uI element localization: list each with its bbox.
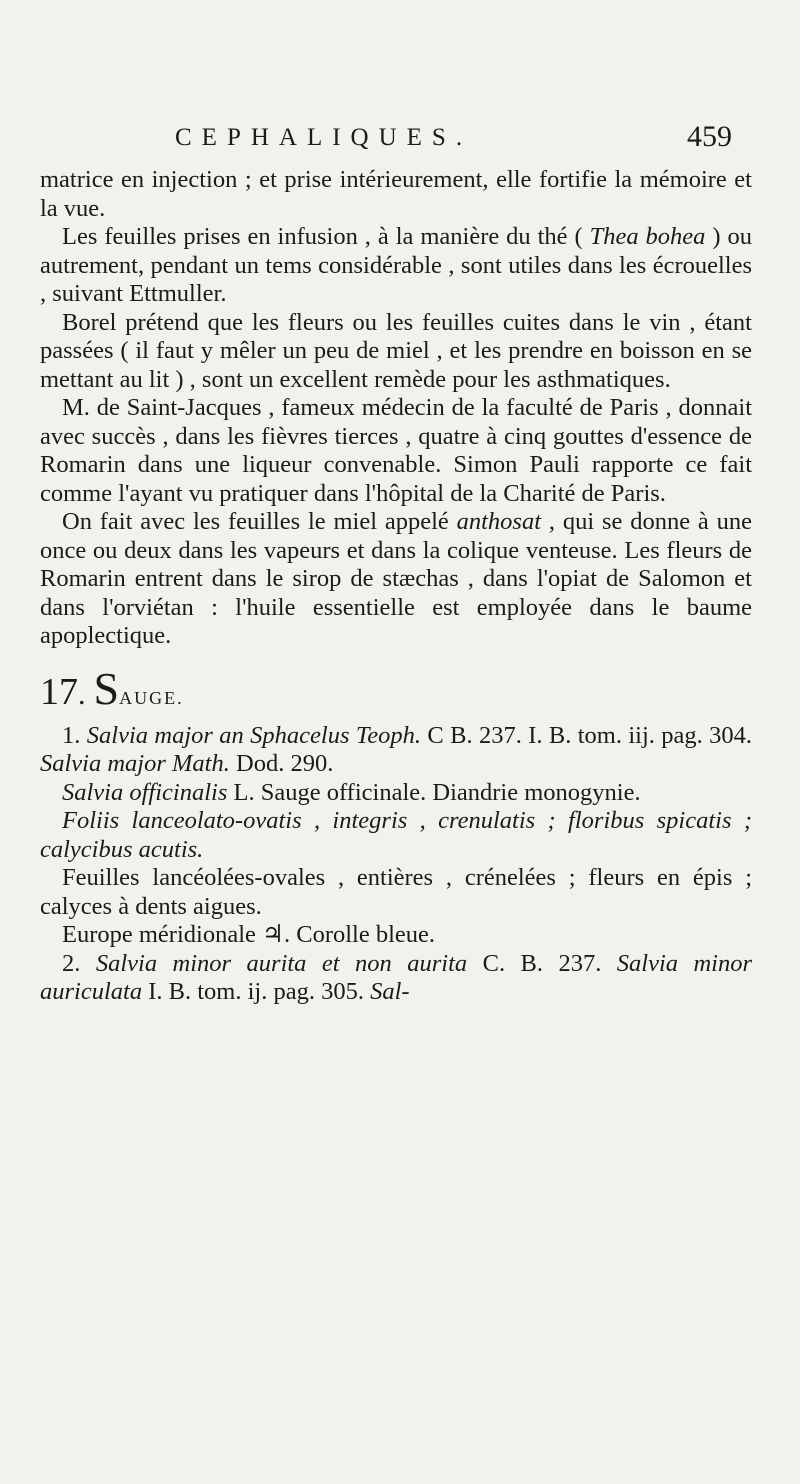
running-title: CEPHALIQUES.	[175, 124, 473, 151]
text-run: 2.	[62, 949, 96, 977]
section-number-dot: .	[78, 677, 86, 711]
italic-text: Salvia minor aurita et non aurita	[95, 949, 468, 977]
text-run: matrice en injection ; et prise intérieurement, elle fortifie la mémoire et la vue.	[40, 166, 752, 222]
italic-text: Salvia major Math.	[40, 750, 230, 777]
page-header	[40, 120, 760, 160]
text-run: 1.	[62, 721, 87, 749]
body-text	[40, 166, 752, 1007]
italic-text: Thea bohea	[589, 223, 706, 250]
text-run: I. B. tom. ij. pag. 305.	[142, 978, 371, 1005]
page-number: 459	[687, 120, 732, 153]
paragraph	[40, 166, 752, 223]
paragraph	[40, 394, 752, 508]
section-title-rest: AUGE.	[119, 687, 184, 708]
text-run: Europe méridionale ♃. Corolle bleue.	[62, 921, 436, 948]
text-run: On fait avec les feuilles le miel appelé	[62, 508, 457, 535]
italic-text: Salvia officinalis	[62, 778, 228, 806]
paragraph	[40, 508, 752, 651]
text-run: Borel prétend que les fleurs ou les feuilles cuites dans le vin , étant passées ( il faut y mêler un peu de miel , et les prendre en boisson en se mettant au lit ) , sont un excellent remède pour les asthmatiques.	[40, 308, 752, 393]
text-run: Les feuilles prises en infusion , à la manière du thé (	[62, 223, 590, 250]
section-title-initial: S	[93, 662, 120, 714]
paragraph	[40, 950, 752, 1007]
text-run: C B. 237. I. B. tom. iij. pag. 304.	[421, 721, 753, 749]
paragraph	[40, 864, 752, 921]
text-run: L. Sauge officinale. Diandrie monogynie.	[227, 778, 641, 806]
text-run: ) ou autrement, pendant un tems considérable , sont utiles dans les écrouelles , suivant Ettmuller.	[40, 223, 752, 307]
paragraph	[40, 223, 752, 309]
paragraph	[40, 807, 752, 864]
italic-text: Foliis lanceolato-ovatis , integris , crenulatis ; floribus spicatis ; calycibus acutis.	[40, 807, 752, 863]
italic-text: Salvia major an Sphacelus Teoph.	[86, 721, 422, 749]
paragraph	[40, 921, 752, 950]
italic-text: anthosat	[456, 508, 542, 535]
paragraph	[40, 779, 752, 808]
section-number: 17	[40, 670, 78, 713]
italic-text: Sal-	[370, 978, 410, 1005]
paragraph	[40, 309, 752, 395]
text-run: M. de Saint-Jacques , fameux médecin de la faculté de Paris , donnait avec succès , dans les fièvres tierces , quatre à cinq gouttes d'essence de Romarin dans une liqueur convenable. Simon Pauli rapporte ce fait comme l'ayant vu pratiquer dans l'hôpital de la Charité de Paris.	[40, 394, 752, 507]
text-run: C. B. 237.	[467, 949, 617, 977]
text-run: Feuilles lancéolées-ovales , entières , crénelées ; fleurs en épis ; calyces à dents aigues.	[40, 864, 752, 920]
text-run: Dod. 290.	[229, 750, 334, 777]
section-heading	[40, 662, 752, 718]
italic-text: Salvia minor auriculata	[40, 949, 753, 1005]
text-run: , qui se donne à une once ou deux dans les vapeurs et dans la colique venteuse. Les fleurs de Romarin entrent dans le sirop de stæchas , dans l'opiat de Salomon et dans l'orviétan : l'huile essentielle est employée dans le baume apoplectique.	[40, 508, 752, 649]
paragraph	[40, 722, 752, 779]
